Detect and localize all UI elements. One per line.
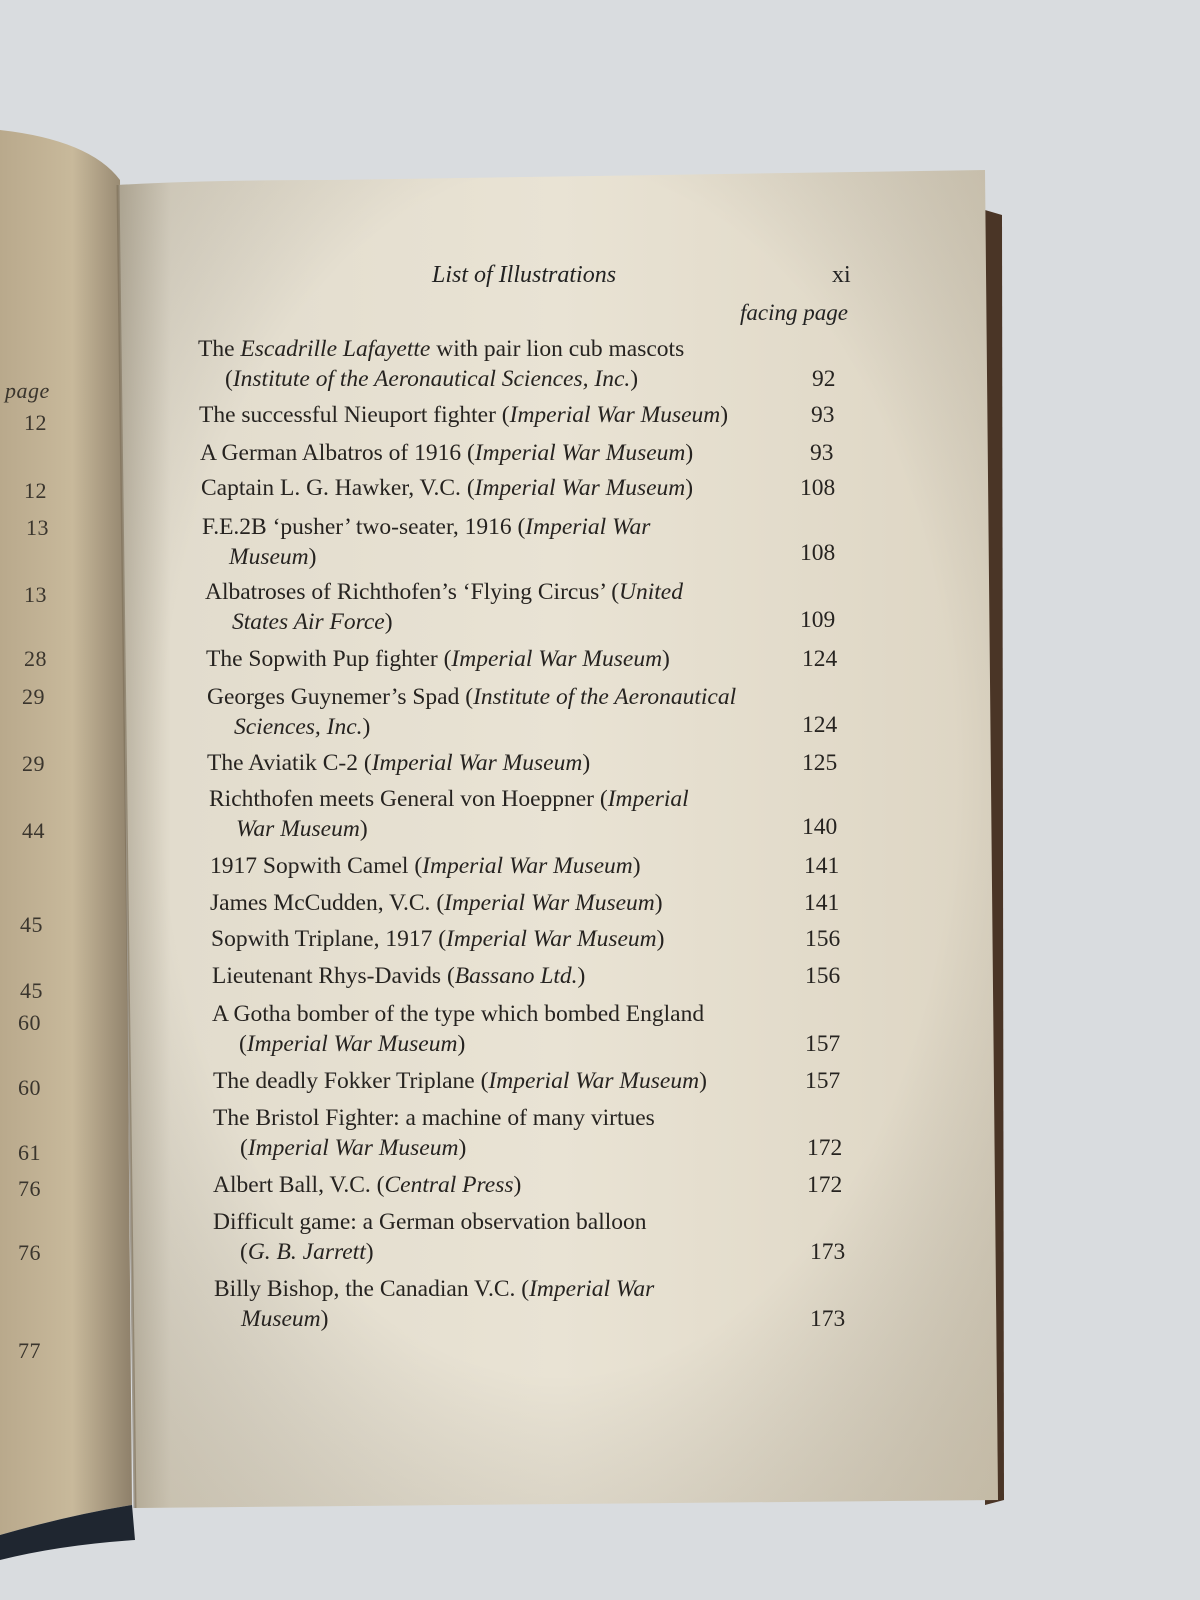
left-page-number: 12 bbox=[24, 478, 47, 503]
entry-caption: A Gotha bomber of the type which bombed England bbox=[212, 1001, 705, 1027]
entry-facing-page-number: 173 bbox=[810, 1306, 846, 1332]
left-page-number: 13 bbox=[24, 582, 47, 607]
entry-credit: (Imperial War Museum) bbox=[438, 926, 665, 952]
entry-caption: The Sopwith Pup fighter (Imperial War Museum) bbox=[206, 646, 670, 672]
entry-facing-page-number: 157 bbox=[805, 1031, 841, 1057]
entry-facing-page-number: 93 bbox=[810, 440, 834, 466]
entry-credit-continued: War Museum) bbox=[236, 816, 368, 842]
entry-credit: (Imperial War Museum) bbox=[414, 853, 641, 879]
left-page-number: 13 bbox=[26, 515, 49, 540]
left-page-number: 28 bbox=[24, 646, 47, 671]
entry-credit: (Imperial War Museum) bbox=[363, 750, 591, 776]
entry-facing-page-number: 93 bbox=[811, 402, 835, 428]
entry-caption: Lieutenant Rhys-Davids (Bassano Ltd.) bbox=[212, 963, 586, 989]
entry-credit: (Imperial War bbox=[521, 1276, 655, 1302]
entry-facing-page-number: 172 bbox=[807, 1135, 843, 1161]
entry-facing-page-number: 92 bbox=[812, 366, 836, 392]
left-page-number: 29 bbox=[22, 684, 45, 709]
left-page-number: 45 bbox=[20, 978, 43, 1003]
entry-caption: Sopwith Triplane, 1917 (Imperial War Museum) bbox=[211, 926, 665, 952]
entry-facing-page-number: 109 bbox=[800, 607, 836, 633]
left-page-number: 61 bbox=[18, 1140, 41, 1165]
entry-caption: Georges Guynemer’s Spad (Institute of the Aeronautical bbox=[207, 684, 737, 710]
entry-caption: Albatroses of Richthofen’s ‘Flying Circus’ (United bbox=[205, 579, 683, 605]
entry-credit: (Bassano Ltd.) bbox=[446, 963, 586, 989]
entry-caption: F.E.2B ‘pusher’ two-seater, 1916 (Imperial War bbox=[202, 514, 651, 540]
left-page-label: page bbox=[5, 378, 50, 403]
entry-facing-page-number: 157 bbox=[805, 1068, 841, 1094]
entry-caption: The deadly Fokker Triplane (Imperial War Museum) bbox=[213, 1068, 707, 1094]
entry-caption: 1917 Sopwith Camel (Imperial War Museum) bbox=[210, 853, 641, 879]
left-page-number: 44 bbox=[22, 818, 45, 843]
left-page-number: 60 bbox=[18, 1010, 41, 1035]
entry-caption: The successful Nieuport fighter (Imperial War Museum) bbox=[199, 402, 729, 428]
entry-caption: The Aviatik C-2 (Imperial War Museum) bbox=[207, 750, 591, 776]
entry-facing-page-number: 172 bbox=[807, 1172, 843, 1198]
left-page-number: 76 bbox=[18, 1240, 41, 1265]
entry-facing-page-number: 141 bbox=[804, 890, 840, 916]
entry-caption: Difficult game: a German observation balloon bbox=[213, 1209, 647, 1235]
left-page-number: 77 bbox=[18, 1338, 41, 1363]
entry-credit: (Institute of the Aeronautical bbox=[465, 684, 737, 710]
page-title: List of Illustrations bbox=[432, 262, 617, 288]
entry-credit-continued: (Institute of the Aeronautical Sciences, Inc.) bbox=[225, 366, 639, 392]
entry-credit: (Imperial War bbox=[517, 514, 651, 540]
entry-credit-continued: States Air Force) bbox=[232, 609, 393, 635]
entry-caption: Richthofen meets General von Hoeppner (Imperial bbox=[209, 786, 689, 812]
entry-caption: Albert Ball, V.C. (Central Press) bbox=[213, 1172, 522, 1198]
entry-credit-continued: Museum) bbox=[241, 1306, 329, 1332]
list-of-illustrations-page bbox=[140, 170, 998, 1510]
entry-credit: (United bbox=[611, 579, 683, 605]
entry-facing-page-number: 156 bbox=[805, 926, 841, 952]
entry-credit: (Central Press) bbox=[376, 1172, 522, 1198]
entry-credit: (Imperial War Museum) bbox=[443, 646, 670, 672]
left-page bbox=[0, 130, 132, 1535]
entry-credit: (Imperial War Museum) bbox=[436, 890, 663, 916]
entry-facing-page-number: 156 bbox=[805, 963, 841, 989]
entry-credit: (Imperial War Museum) bbox=[466, 475, 694, 501]
entry-credit: (Imperial War Museum) bbox=[466, 440, 694, 466]
entry-credit: (Imperial War Museum) bbox=[501, 402, 729, 428]
left-page-number: 60 bbox=[18, 1075, 41, 1100]
entry-facing-page-number: 108 bbox=[800, 540, 836, 566]
entry-caption: A German Albatros of 1916 (Imperial War Museum) bbox=[200, 440, 694, 466]
page-number: xi bbox=[832, 262, 851, 288]
entry-caption: The Escadrille Lafayette with pair lion cub mascots bbox=[198, 336, 685, 362]
left-page-number: 29 bbox=[22, 751, 45, 776]
left-page-number: 76 bbox=[18, 1176, 41, 1201]
entry-facing-page-number: 173 bbox=[810, 1239, 846, 1265]
entry-credit-continued: (Imperial War Museum) bbox=[240, 1135, 467, 1161]
entry-caption: The Bristol Fighter: a machine of many virtues bbox=[213, 1105, 655, 1131]
entry-facing-page-number: 125 bbox=[802, 750, 838, 776]
entry-facing-page-number: 124 bbox=[802, 646, 838, 672]
entry-facing-page-number: 140 bbox=[802, 814, 838, 840]
entry-caption: James McCudden, V.C. (Imperial War Museum) bbox=[210, 890, 663, 916]
entry-credit: (Imperial bbox=[599, 786, 689, 812]
entry-facing-page-number: 124 bbox=[802, 712, 838, 738]
entry-credit-continued: (G. B. Jarrett) bbox=[240, 1239, 374, 1265]
entry-credit-continued: Museum) bbox=[229, 544, 317, 570]
entry-credit-continued: (Imperial War Museum) bbox=[239, 1031, 466, 1057]
entry-caption: Captain L. G. Hawker, V.C. (Imperial War Museum) bbox=[201, 475, 694, 501]
left-page-number: 12 bbox=[24, 410, 47, 435]
entry-facing-page-number: 141 bbox=[804, 853, 840, 879]
entry-credit-continued: Sciences, Inc.) bbox=[234, 714, 371, 740]
left-page-number: 45 bbox=[20, 912, 43, 937]
column-label-facing-page: facing page bbox=[740, 300, 848, 325]
entry-facing-page-number: 108 bbox=[800, 475, 836, 501]
entry-credit: (Imperial War Museum) bbox=[480, 1068, 707, 1094]
entry-caption: Billy Bishop, the Canadian V.C. (Imperial War bbox=[214, 1276, 655, 1302]
